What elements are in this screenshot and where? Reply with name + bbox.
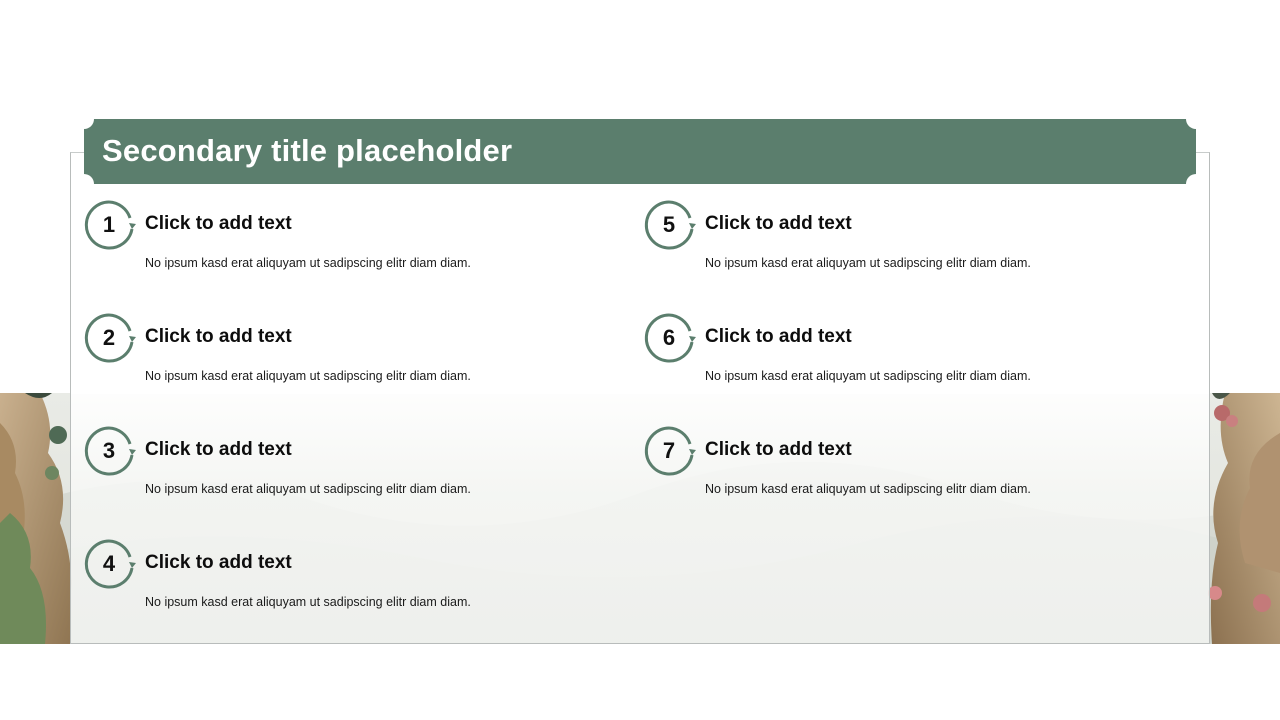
item-description[interactable]: No ipsum kasd erat aliquyam ut sadipscing elitr diam diam. <box>145 482 471 496</box>
item-description[interactable]: No ipsum kasd erat aliquyam ut sadipscing elitr diam diam. <box>145 595 471 609</box>
number-badge <box>84 200 136 252</box>
item-description[interactable]: No ipsum kasd erat aliquyam ut sadipscing elitr diam diam. <box>145 369 471 383</box>
item-number: 6 <box>662 325 676 350</box>
list-item <box>644 426 1164 516</box>
item-number: 7 <box>662 438 676 463</box>
item-description[interactable]: No ipsum kasd erat aliquyam ut sadipscing elitr diam diam. <box>705 369 1031 383</box>
number-badge <box>644 426 696 478</box>
item-description[interactable]: No ipsum kasd erat aliquyam ut sadipscing elitr diam diam. <box>705 256 1031 270</box>
list-item <box>84 426 604 516</box>
item-heading[interactable]: Click to add text <box>705 213 852 234</box>
number-badge <box>644 313 696 365</box>
number-badge <box>84 426 136 478</box>
page-title[interactable]: Secondary title placeholder <box>102 133 513 168</box>
item-heading[interactable]: Click to add text <box>145 213 292 234</box>
list-item <box>84 313 604 403</box>
list-item <box>644 313 1164 403</box>
item-heading[interactable]: Click to add text <box>145 552 292 573</box>
item-number: 2 <box>102 325 116 350</box>
item-number: 5 <box>662 212 676 237</box>
item-number: 3 <box>102 438 116 463</box>
item-heading[interactable]: Click to add text <box>145 326 292 347</box>
item-number: 4 <box>102 551 116 576</box>
number-badge <box>84 313 136 365</box>
item-heading[interactable]: Click to add text <box>705 439 852 460</box>
list-item <box>644 200 1164 290</box>
item-description[interactable]: No ipsum kasd erat aliquyam ut sadipscing elitr diam diam. <box>145 256 471 270</box>
item-heading[interactable]: Click to add text <box>145 439 292 460</box>
number-badge <box>84 539 136 591</box>
item-heading[interactable]: Click to add text <box>705 326 852 347</box>
list-item <box>84 539 604 629</box>
item-description[interactable]: No ipsum kasd erat aliquyam ut sadipscing elitr diam diam. <box>705 482 1031 496</box>
number-badge <box>644 200 696 252</box>
title-banner <box>84 119 1196 184</box>
list-item <box>84 200 604 290</box>
item-number: 1 <box>102 212 116 237</box>
